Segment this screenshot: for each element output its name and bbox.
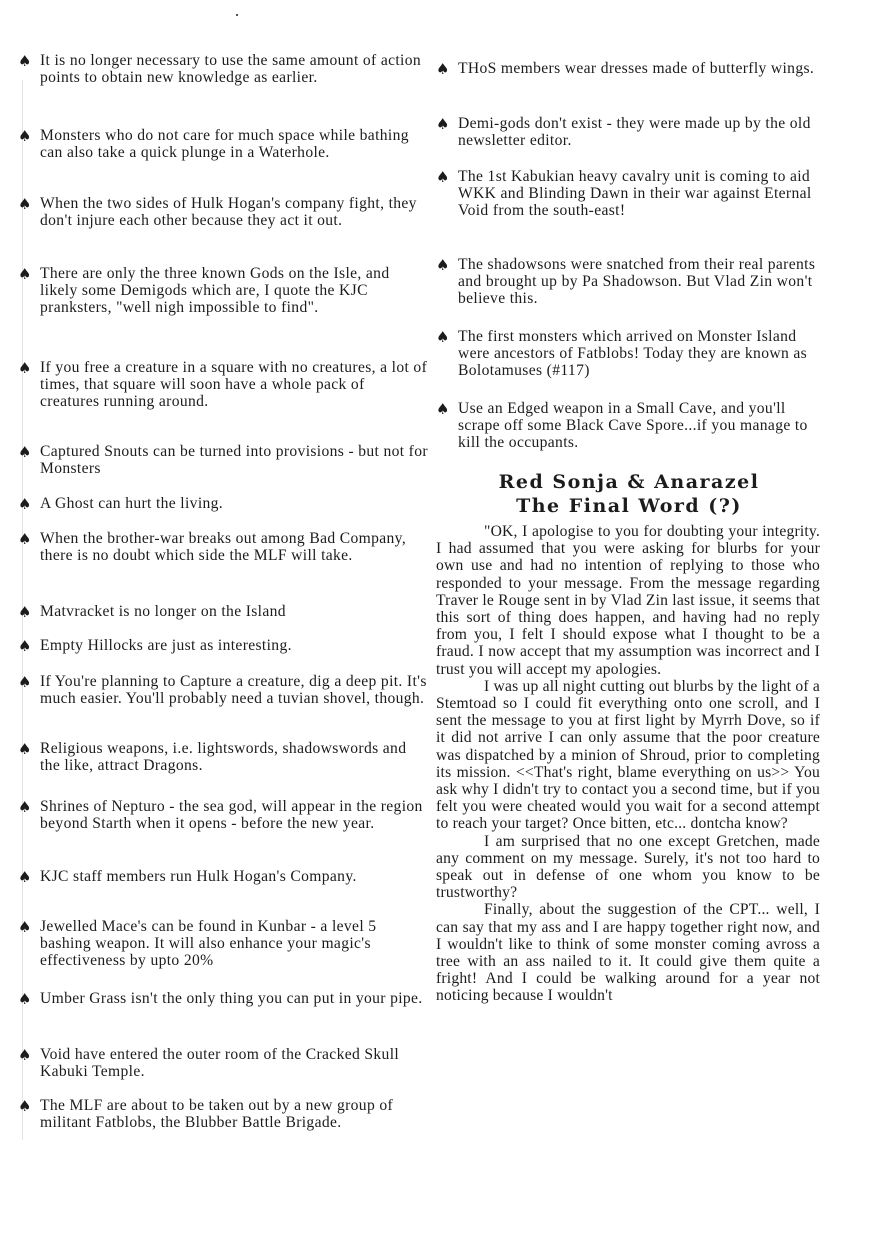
spade-bullet-icon: ♠ — [18, 798, 32, 816]
spade-bullet-icon: ♠ — [18, 530, 32, 548]
rumour-item — [18, 637, 428, 654]
rumour-text: A Ghost can hurt the living. — [40, 495, 224, 512]
rumour-item — [18, 603, 428, 620]
rumour-item — [18, 127, 428, 161]
rumour-item — [18, 1097, 428, 1131]
spade-bullet-icon: ♠ — [18, 740, 32, 758]
rumour-text: The 1st Kabukian heavy cavalry unit is coming to aid WKK and Blinding Dawn in their war against Eternal Void from the south-east! — [458, 168, 812, 219]
rumour-item — [18, 868, 428, 885]
rumour-item — [436, 115, 822, 149]
rumour-item — [18, 740, 428, 774]
spade-bullet-icon: ♠ — [18, 868, 32, 886]
rumour-text: Matvracket is no longer on the Island — [40, 603, 286, 620]
rumour-text: THoS members wear dresses made of butterfly wings. — [458, 60, 815, 77]
rumour-text: The shadowsons were snatched from their real parents and brought up by Pa Shadowson. But Vlad Zin won't believe this. — [458, 256, 816, 307]
rumour-item — [18, 918, 428, 969]
rumour-text: Jewelled Mace's can be found in Kunbar - a level 5 bashing weapon. It will also enhance your magic's effectiveness by upto 20% — [40, 918, 377, 969]
rumour-item — [18, 195, 428, 229]
rumour-item — [18, 265, 428, 316]
spade-bullet-icon: ♠ — [18, 127, 32, 145]
rumour-text: When the two sides of Hulk Hogan's company fight, they don't injure each other because they act it out. — [40, 195, 417, 229]
rumour-item — [18, 673, 428, 707]
rumour-text: Religious weapons, i.e. lightswords, shadowswords and the like, attract Dragons. — [40, 740, 407, 774]
rumour-text: Umber Grass isn't the only thing you can put in your pipe. — [40, 990, 423, 1007]
spade-bullet-icon: ♠ — [436, 60, 450, 78]
rumour-item — [436, 256, 822, 307]
rumour-text: Use an Edged weapon in a Small Cave, and you'll scrape off some Black Cave Spore...if you manage to kill the occupants. — [458, 400, 808, 451]
spade-bullet-icon: ♠ — [18, 1097, 32, 1115]
spade-bullet-icon: ♠ — [18, 673, 32, 691]
spade-bullet-icon: ♠ — [18, 443, 32, 461]
rumour-text: Monsters who do not care for much space while bathing can also take a quick plunge in a Waterhole. — [40, 127, 409, 161]
rumour-text: There are only the three known Gods on the Isle, and likely some Demigods which are, I quote the KJC pranksters, "well nigh impossible to find". — [40, 265, 390, 316]
rumour-item — [436, 168, 822, 219]
rumour-item — [18, 52, 428, 86]
rumour-text: If You're planning to Capture a creature, dig a deep pit. It's much easier. You'll probably need a tuvian shovel, though. — [40, 673, 427, 707]
rumour-item — [436, 60, 822, 77]
rumour-item — [18, 495, 428, 512]
spade-bullet-icon: ♠ — [436, 115, 450, 133]
rumour-item — [18, 990, 428, 1007]
rumour-text: The first monsters which arrived on Monster Island were ancestors of Fatblobs! Today they are known as Bolotamuses (#117) — [458, 328, 808, 379]
rumour-item — [18, 443, 428, 477]
rumour-text: KJC staff members run Hulk Hogan's Company. — [40, 868, 357, 885]
rumour-item — [436, 328, 822, 379]
spade-bullet-icon: ♠ — [18, 918, 32, 936]
rumour-item — [18, 359, 428, 410]
rumour-item — [436, 400, 822, 451]
spade-bullet-icon: ♠ — [436, 400, 450, 418]
spade-bullet-icon: ♠ — [18, 495, 32, 513]
rumour-text: Shrines of Nepturo - the sea god, will appear in the region beyond Starth when it opens - before the new year. — [40, 798, 423, 832]
spade-bullet-icon: ♠ — [18, 195, 32, 213]
article-title — [436, 470, 822, 518]
spade-bullet-icon: ♠ — [18, 359, 32, 377]
article-title-line-1: Red Sonja & Anarazel — [498, 471, 760, 493]
spade-bullet-icon: ♠ — [18, 265, 32, 283]
article-body — [436, 523, 820, 1005]
rumour-text: The MLF are about to be taken out by a new group of militant Fatblobs, the Blubber Battle Brigade. — [40, 1097, 394, 1131]
article-paragraph: "OK, I apologise to you for doubting your integrity. I had assumed that you were asking for blurbs for your own use and had no intention of replying to those who responded to your message. From the message regarding Traver le Rouge sent in by Vlad Zin last issue, it seems that this sort of thing does happen, and having had no reply from you, I felt I should expose what I thought to be a fraud. I now accept that my assumption was incorrect and I trust you will accept my apologies. — [436, 523, 820, 678]
rumour-text: Captured Snouts can be turned into provisions - but not for Monsters — [40, 443, 428, 477]
spade-bullet-icon: ♠ — [18, 990, 32, 1008]
spade-bullet-icon: ♠ — [436, 168, 450, 186]
article-paragraph: I was up all night cutting out blurbs by the light of a Stemtoad so I could fit everything onto one scroll, and I sent the message to you at first light by Myrrh Dove, so if it did not arrive I can only assume that the poor creature was dispatched by a minion of Shroud, prior to completing its mission. <<That's right, blame everything on us>> You ask why I didn't try to contact you a second time, but if you felt you were cheated would you wait for a second attempt to reach your target? Once bitten, etc... dontcha know? — [436, 677, 820, 833]
rumour-text: When the brother-war breaks out among Bad Company, there is no doubt which side the MLF will take. — [40, 530, 407, 564]
spade-bullet-icon: ♠ — [18, 1046, 32, 1064]
rumour-text: It is no longer necessary to use the same amount of action points to obtain new knowledge as earlier. — [40, 52, 422, 86]
spade-bullet-icon: ♠ — [18, 603, 32, 621]
rumour-text: If you free a creature in a square with no creatures, a lot of times, that square will soon have a whole pack of creatures running around. — [40, 359, 428, 410]
scan-speck — [236, 14, 238, 16]
spade-bullet-icon: ♠ — [18, 637, 32, 655]
article-paragraph: I am surprised that no one except Gretchen, made any comment on my message. Surely, it's not too hard to speak out in defense of one whom you know to be trustworthy? — [436, 832, 820, 902]
spade-bullet-icon: ♠ — [18, 52, 32, 70]
rumour-text: Void have entered the outer room of the Cracked Skull Kabuki Temple. — [40, 1046, 400, 1080]
rumour-text: Empty Hillocks are just as interesting. — [40, 637, 292, 654]
article-paragraph: Finally, about the suggestion of the CPT... well, I can say that my ass and I are happy together right now, and I wouldn't like to think of some monster coming avross a tree with an ass nailed to it. It could give them quite a fright! And I could be walking around for a year not noticing because I wouldn't — [436, 901, 820, 1005]
rumour-text: Demi-gods don't exist - they were made up by the old newsletter editor. — [458, 115, 811, 149]
spade-bullet-icon: ♠ — [436, 328, 450, 346]
spade-bullet-icon: ♠ — [436, 256, 450, 274]
rumour-item — [18, 798, 428, 832]
article-title-line-2: The Final Word (?) — [516, 495, 742, 517]
rumour-item — [18, 1046, 428, 1080]
rumour-item — [18, 530, 428, 564]
